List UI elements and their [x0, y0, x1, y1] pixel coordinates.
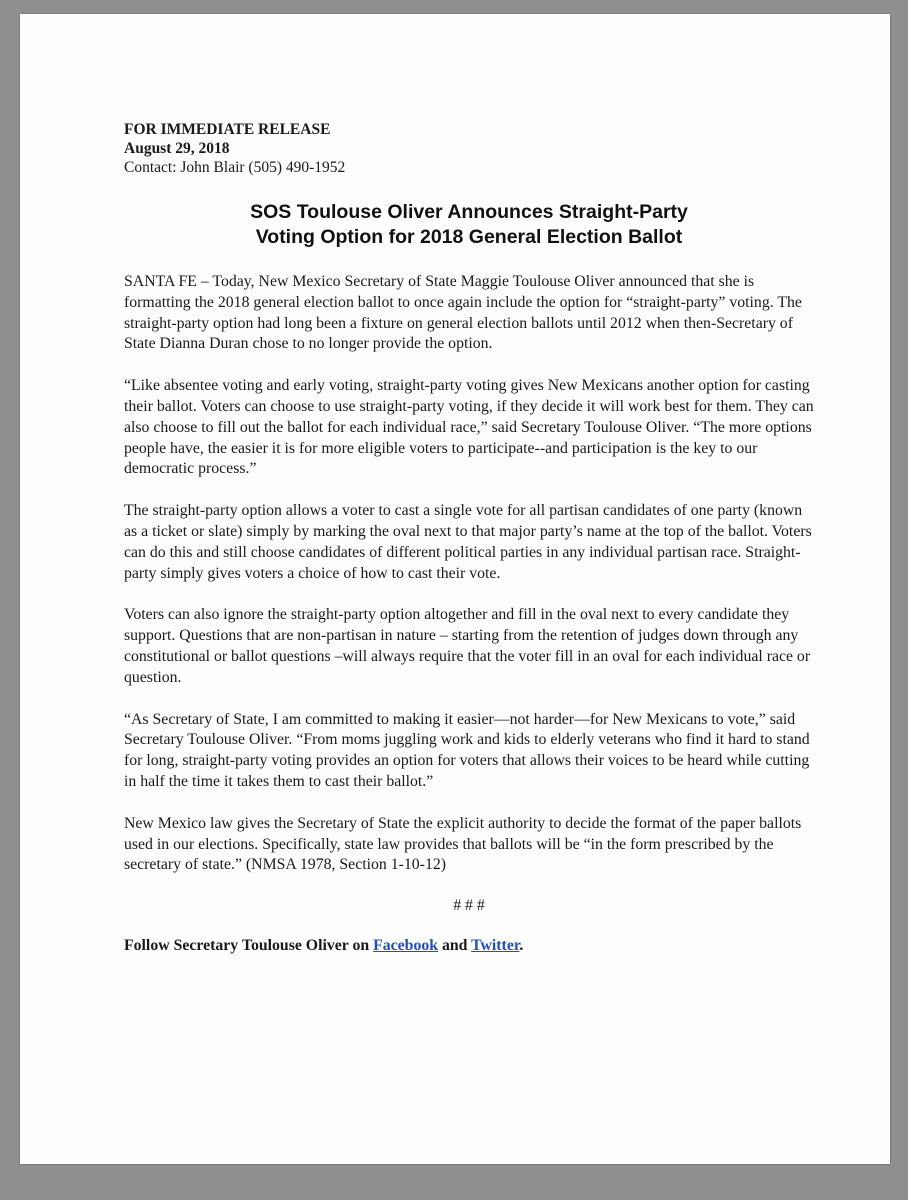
follow-prefix: Follow Secretary Toulouse Oliver on — [124, 937, 374, 955]
release-label: FOR IMMEDIATE RELEASE — [124, 121, 331, 138]
twitter-link[interactable]: Twitter — [471, 937, 520, 955]
headline-line-2: Voting Option for 2018 General Election Ballot — [255, 226, 683, 248]
follow-and: and — [438, 937, 472, 955]
follow-suffix: . — [519, 937, 524, 955]
follow-line — [124, 937, 814, 955]
paragraph-ignore-option: Voters can also ignore the straight-party option altogether and fill in the oval next to every candidate they support. Questions that are non-partisan in nature – starting from the retention of judges down through any constitutional or ballot questions –will always require that the voter fill in an oval for each individual race or question. — [124, 606, 811, 686]
headline-line-1: SOS Toulouse Oliver Announces Straight-Party — [250, 201, 688, 223]
document-page — [20, 14, 890, 1164]
paragraph-intro: SANTA FE – Today, New Mexico Secretary of State Maggie Toulouse Oliver announced that she is formatting the 2018 general election ballot to once again include the option for “straight-party” voting. The straight-party option had long been a fixture on general election ballots until 2012 when then-Secretary of State Dianna Duran chose to no longer provide the option. — [124, 273, 802, 353]
release-date: August 29, 2018 — [124, 140, 230, 157]
paragraph-law: New Mexico law gives the Secretary of State the explicit authority to decide the format of the paper ballots used in our elections. Specifically, state law provides that ballots will be “in the form prescribed by the secretary of state.” (NMSA 1978, Section 1-10-12) — [124, 814, 802, 874]
paragraph-explanation: The straight-party option allows a voter to cast a single vote for all partisan candidates of one party (known as a ticket or slate) simply by marking the oval next to that major party’s name at the top of the ballot. Voters can do this and still choose candidates of different political parties in any individual partisan race. Straight-party simply gives voters a choice of how to cast their vote. — [124, 502, 812, 582]
end-marks: # # # — [453, 897, 485, 915]
paragraph-quote-1: “Like absentee voting and early voting, straight-party voting gives New Mexicans another option for casting their ballot. Voters can choose to use straight-party voting, if they decide it will work best for them. They can also choose to fill out the ballot for each individual race,” said Secretary Toulouse Oliver. “The more options people have, the easier it is for more eligible voters to participate--and participation is the key to our democratic process.” — [124, 377, 814, 478]
facebook-link[interactable]: Facebook — [373, 937, 439, 955]
paragraph-quote-2: “As Secretary of State, I am committed to making it easier—not harder—for New Mexicans to vote,” said Secretary Toulouse Oliver. “From moms juggling work and kids to elderly veterans who find it hard to stand for long, straight-party voting provides an option for voters that allows their voices to be heard while cutting in half the time it takes them to cast their ballot.” — [124, 710, 810, 790]
press-release — [124, 120, 814, 955]
headline — [124, 200, 814, 250]
contact-line: Contact: John Blair (505) 490-1952 — [124, 159, 346, 176]
